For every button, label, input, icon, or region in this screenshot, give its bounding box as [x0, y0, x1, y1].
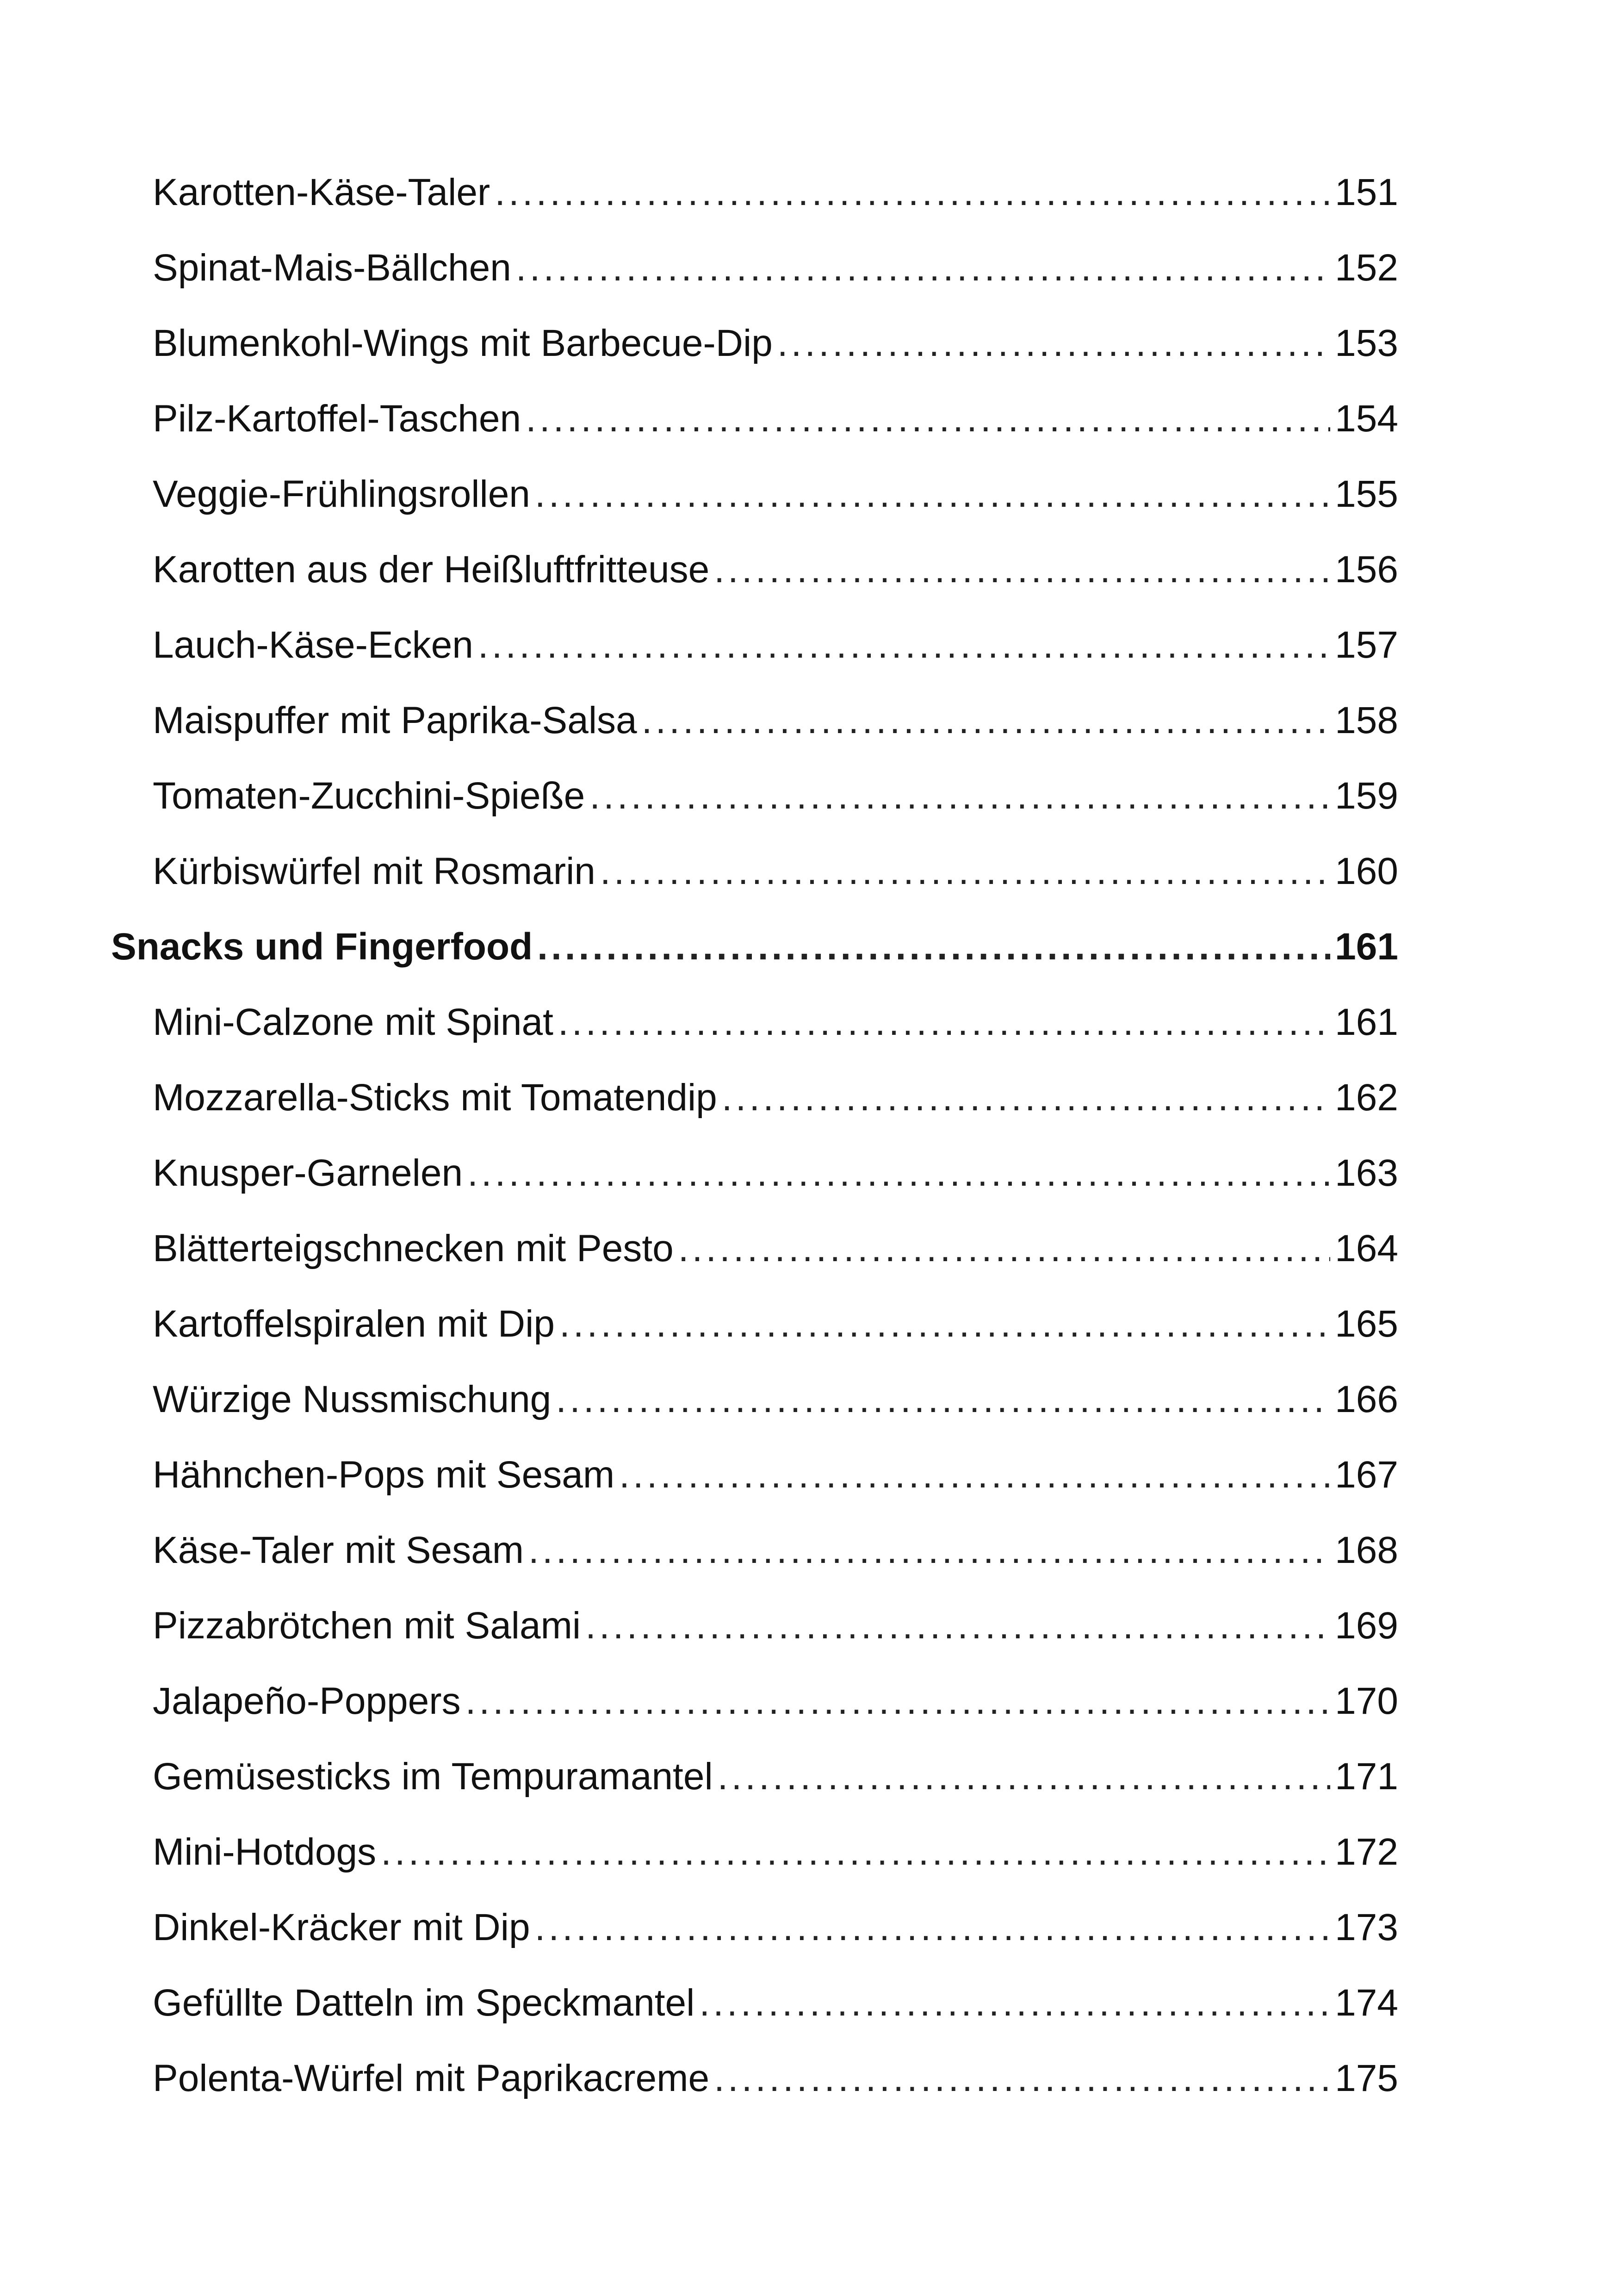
toc-entry-page-number: 171 — [1335, 1755, 1398, 1798]
dot-leader — [714, 542, 1330, 597]
toc-entry-title: Dinkel-Kräcker mit Dip — [153, 1906, 530, 1948]
toc-entry-page-number: 152 — [1335, 247, 1398, 289]
toc-entry-page-number: 166 — [1335, 1378, 1398, 1420]
toc-entry — [153, 1447, 1398, 1503]
toc-entry-page-number: 168 — [1335, 1529, 1398, 1571]
toc-entry — [153, 1523, 1398, 1578]
toc-entry-page-number: 173 — [1335, 1906, 1398, 1948]
toc-entry — [153, 542, 1398, 597]
dot-leader — [600, 844, 1330, 899]
toc-entry-page-number: 160 — [1335, 850, 1398, 892]
dot-leader — [585, 1598, 1330, 1654]
toc-entry-title: Mini-Hotdogs — [153, 1831, 377, 1873]
toc-entry — [153, 1674, 1398, 1729]
dot-leader — [478, 617, 1330, 673]
dot-leader — [558, 995, 1330, 1050]
toc-entry-title: Lauch-Käse-Ecken — [153, 624, 473, 666]
toc-entry-title: Maispuffer mit Paprika-Salsa — [153, 699, 637, 741]
toc-entry-page-number: 172 — [1335, 1831, 1398, 1873]
toc-entry-title: Karotten-Käse-Taler — [153, 171, 490, 213]
toc-entry-title: Würzige Nussmischung — [153, 1378, 552, 1420]
toc-entry — [153, 1749, 1398, 1804]
toc-entry — [153, 1145, 1398, 1201]
dot-leader — [718, 1749, 1331, 1804]
dot-leader — [537, 919, 1330, 975]
toc-entry — [153, 2051, 1398, 2106]
dot-leader — [535, 467, 1330, 522]
toc-entry-title: Käse-Taler mit Sesam — [153, 1529, 524, 1571]
dot-leader — [528, 1523, 1330, 1578]
toc-entry — [153, 1900, 1398, 1955]
toc-entry-page-number: 167 — [1335, 1454, 1398, 1496]
toc-entry-title: Jalapeño-Poppers — [153, 1680, 461, 1722]
toc-entry-title: Kartoffelspiralen mit Dip — [153, 1303, 555, 1345]
toc-entry — [153, 316, 1398, 371]
toc-entry — [153, 240, 1398, 296]
toc-entry-title: Spinat-Mais-Bällchen — [153, 247, 511, 289]
toc-entry-title: Pilz-Kartoffel-Taschen — [153, 398, 521, 440]
dot-leader — [699, 1975, 1330, 2031]
dot-leader — [619, 1447, 1330, 1503]
toc-entry — [153, 1070, 1398, 1126]
dot-leader — [495, 165, 1330, 220]
toc-entry-page-number: 157 — [1335, 624, 1398, 666]
toc-entry — [153, 1598, 1398, 1654]
toc-entry-page-number: 162 — [1335, 1076, 1398, 1119]
toc-entry-title: Karotten aus der Heißluftfritteuse — [153, 548, 710, 591]
toc-entry-title: Mozzarella-Sticks mit Tomatendip — [153, 1076, 717, 1119]
toc-entry-page-number: 164 — [1335, 1227, 1398, 1269]
toc-section-heading — [111, 919, 1398, 975]
toc-entry — [153, 995, 1398, 1050]
dot-leader — [465, 1674, 1331, 1729]
toc-entry-title: Knusper-Garnelen — [153, 1152, 463, 1194]
dot-leader — [678, 1221, 1330, 1276]
toc-entry-page-number: 165 — [1335, 1303, 1398, 1345]
toc-entry-page-number: 161 — [1335, 1001, 1398, 1043]
toc-entry-page-number: 161 — [1335, 926, 1398, 968]
toc-entry-page-number: 175 — [1335, 2057, 1398, 2099]
toc-entry-page-number: 156 — [1335, 548, 1398, 591]
toc-entry-title: Gemüsesticks im Tempuramantel — [153, 1755, 713, 1798]
toc-entry-page-number: 153 — [1335, 322, 1398, 364]
dot-leader — [722, 1070, 1330, 1126]
toc-entry-title: Veggie-Frühlingsrollen — [153, 473, 530, 515]
toc-entry — [153, 391, 1398, 447]
toc-entry — [153, 1975, 1398, 2031]
toc-entry — [153, 467, 1398, 522]
toc-entry-title: Kürbiswürfel mit Rosmarin — [153, 850, 595, 892]
toc-entry — [153, 165, 1398, 220]
toc-entry-page-number: 163 — [1335, 1152, 1398, 1194]
toc-entry — [153, 1221, 1398, 1276]
toc-entry-title: Gefüllte Datteln im Speckmantel — [153, 1982, 695, 2024]
dot-leader — [467, 1145, 1330, 1201]
toc-entry-title: Mini-Calzone mit Spinat — [153, 1001, 553, 1043]
toc-entry-page-number: 155 — [1335, 473, 1398, 515]
toc-entry-title: Blumenkohl-Wings mit Barbecue-Dip — [153, 322, 773, 364]
toc-entry-page-number: 169 — [1335, 1605, 1398, 1647]
toc-entry-page-number: 174 — [1335, 1982, 1398, 2024]
toc-entry-title: Snacks und Fingerfood — [111, 926, 533, 968]
toc-entry-page-number: 158 — [1335, 699, 1398, 741]
dot-leader — [516, 240, 1330, 296]
toc-entry — [153, 1296, 1398, 1352]
toc-entry — [153, 617, 1398, 673]
toc-entry-page-number: 170 — [1335, 1680, 1398, 1722]
toc-entry-title: Blätterteigschnecken mit Pesto — [153, 1227, 674, 1269]
toc-entry — [153, 1824, 1398, 1880]
dot-leader — [642, 693, 1331, 748]
toc-entry-title: Polenta-Würfel mit Paprikacreme — [153, 2057, 710, 2099]
toc-entry — [153, 768, 1398, 824]
toc-entry — [153, 844, 1398, 899]
dot-leader — [381, 1824, 1330, 1880]
dot-leader — [777, 316, 1330, 371]
toc-entry-title: Pizzabrötchen mit Salami — [153, 1605, 581, 1647]
toc-entry — [153, 1372, 1398, 1427]
dot-leader — [526, 391, 1330, 447]
toc-entry-title: Hähnchen-Pops mit Sesam — [153, 1454, 615, 1496]
dot-leader — [714, 2051, 1330, 2106]
toc-entry-page-number: 159 — [1335, 775, 1398, 817]
toc-entry-page-number: 151 — [1335, 171, 1398, 213]
dot-leader — [589, 768, 1330, 824]
toc-entry-title: Tomaten-Zucchini-Spieße — [153, 775, 585, 817]
dot-leader — [556, 1372, 1330, 1427]
toc-entry-page-number: 154 — [1335, 398, 1398, 440]
dot-leader — [559, 1296, 1330, 1352]
dot-leader — [535, 1900, 1331, 1955]
toc-entry — [153, 693, 1398, 748]
